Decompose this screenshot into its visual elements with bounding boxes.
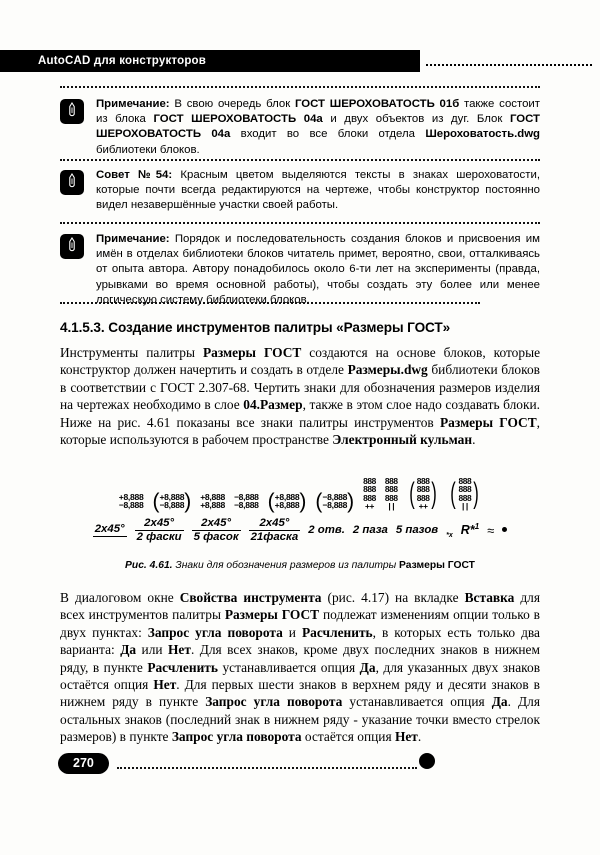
figure-caption-strong: Размеры ГОСТ: [399, 560, 475, 571]
book-title: AutoCAD для конструкторов: [38, 55, 207, 67]
count-label-symbol: 2 паза: [352, 524, 388, 536]
body-paragraph-1: Инструменты палитры Размеры ГОСТ создаются на основе блоков, которые конструктор должен начертить и создать в отделе Размеры.dwg библиотеки блоков в соответствии с ГОСТ 2.307-68. Чертить знаки для обозначения размеров изделия на чертежах необходимо в слое 04.Размер, также в этом слое надо создавать блоки. Ниже на рис. 4.61 показаны все знаки палитры инструментов Размеры ГОСТ, которые используются в рабочем пространстве Электронный кульман.: [60, 345, 541, 448]
chamfer-symbol: $\frac{2x45^\circ}{\text{2 фаски}}$: [136, 516, 182, 543]
stacked-dimension-symbol-parenthesised: ( 888 888 888 | | ): [450, 476, 480, 511]
footer-dotted-rule: [117, 767, 417, 769]
approx-symbol: ≈: [487, 522, 495, 538]
divider-top: [60, 86, 540, 88]
pencil-glyph: [66, 173, 78, 192]
note-text-2: Совет №54: Красным цветом выделяются тексты в знаках шероховатости, которые почти всегда редактируются на чертеже, чтобы конструктор постоянно видел незавершённые участки своей работы.: [96, 169, 541, 212]
pencil-icon: [60, 234, 84, 259]
chamfer-symbol: 2x45°: [94, 523, 125, 535]
count-label-symbol: 5 пазов: [395, 524, 439, 536]
stacked-dimension-symbol: 888 888 888 ++: [363, 476, 376, 511]
figure-caption-label: Рис. 4.61.: [125, 560, 173, 571]
tolerance-symbol: −8,888 −8,888: [322, 491, 348, 511]
stacked-dimension-symbol: 888 888 888 | |: [458, 476, 472, 511]
page-number-badge: 270: [58, 753, 109, 774]
radius-symbol: R*$^1$: [460, 522, 480, 538]
header-dotted-rule: [426, 64, 592, 66]
figure-caption: [60, 560, 540, 571]
tolerance-symbol: +8,888 −8,888: [159, 491, 185, 511]
divider-1: [60, 159, 540, 161]
multiplier-symbol: *x: [446, 531, 453, 539]
note-block-2: [60, 168, 540, 214]
pencil-glyph: [66, 102, 78, 121]
pencil-glyph: [66, 237, 78, 256]
count-label-symbol: 2 отв.: [308, 524, 345, 536]
figure-4-61: [60, 462, 540, 554]
chamfer-symbol: $\frac{2x45^\circ}{\text{21фаска}}$: [250, 516, 299, 543]
figure-caption-text: Знаки для обозначения размеров из палитры: [172, 560, 400, 571]
body-paragraph-2: В диалоговом окне Свойства инструмента (рис. 4.17) на вкладке Вставка для всех инструментов палитры Размеры ГОСТ подлежат изменениям опции только в двух пунктах: Запрос угла поворота и Расчленить, в которых есть только два варианта: Да или Нет. Для всех знаков, кроме двух последних знаков в нижнем ряду, в пункте Расчленить устанавливается опция Да, для указанных двух знаков остаётся опция Нет. Для первых шести знаков в верхнем ряду и десяти знаков в нижнем ряду в пункте Запрос угла поворота устанавливается опция Да. Для остальных знаков (последний знак в нижнем ряду - указание точки вместо стрелок размеров) в пункте Запрос угла поворота остаётся опция Нет.: [60, 590, 541, 745]
divider-3: [60, 302, 480, 304]
tolerance-symbol: +8,888 −8,888: [118, 491, 144, 511]
chamfer-symbol: $\frac{2x45^\circ}{\text{5 фасок}}$: [193, 516, 239, 543]
figure-bottom-row: [60, 510, 540, 550]
point-marker-symbol: [502, 527, 507, 532]
running-header: [0, 50, 600, 72]
figure-top-row: [60, 462, 540, 513]
stacked-dimension-symbol: 888 888 888 ++: [416, 476, 430, 511]
page-footer: [0, 748, 600, 778]
tolerance-symbol: +8,888 +8,888: [274, 491, 300, 511]
tolerance-symbol-parenthesised: ( +8,888 −8,888 ): [152, 489, 192, 513]
note-text-3: Примечание: Порядок и последовательность создания блоков и присвоения им имён в отделах библиотеки блоков читатель примет, вероятно, свои, отталкиваясь от опыта автора. Автору понадобилось около 6-ти лет на эксперименты (правда, урывками во время основной работы), чтобы создать эту более или менее логическую систему библиотеки блоков.: [96, 233, 540, 306]
pencil-icon: [60, 99, 84, 124]
divider-2: [60, 222, 540, 224]
tolerance-symbol: −8,888 −8,888: [233, 491, 259, 511]
note-block-3: [60, 232, 540, 308]
header-black-bar: [0, 50, 420, 72]
tolerance-symbol: +8,888 +8,888: [200, 491, 225, 511]
tolerance-symbol-parenthesised: ( −8,888 −8,888 ): [315, 489, 355, 513]
section-heading: 4.1.5.3. Создание инструментов палитры «Размеры ГОСТ»: [60, 320, 451, 335]
pencil-icon: [60, 170, 84, 195]
note-text-1: Примечание: В свою очередь блок ГОСТ ШЕРОХОВАТОСТЬ 01б также состоит из блока ГОСТ ШЕРОХОВАТОСТЬ 04а и двух объектов из дуг. Блок ГОСТ ШЕРОХОВАТОСТЬ 04а входит во все блоки отдела Шероховатость.dwg библиотеки блоков.: [96, 98, 541, 156]
tolerance-symbol-parenthesised: ( +8,888 +8,888 ): [267, 489, 307, 513]
footer-end-dot: [419, 753, 435, 769]
stacked-dimension-symbol: 888 888 888 | |: [384, 476, 398, 511]
note-block-1: [60, 97, 540, 158]
stacked-dimension-symbol-parenthesised: ( 888 888 888 ++ ): [408, 476, 438, 511]
